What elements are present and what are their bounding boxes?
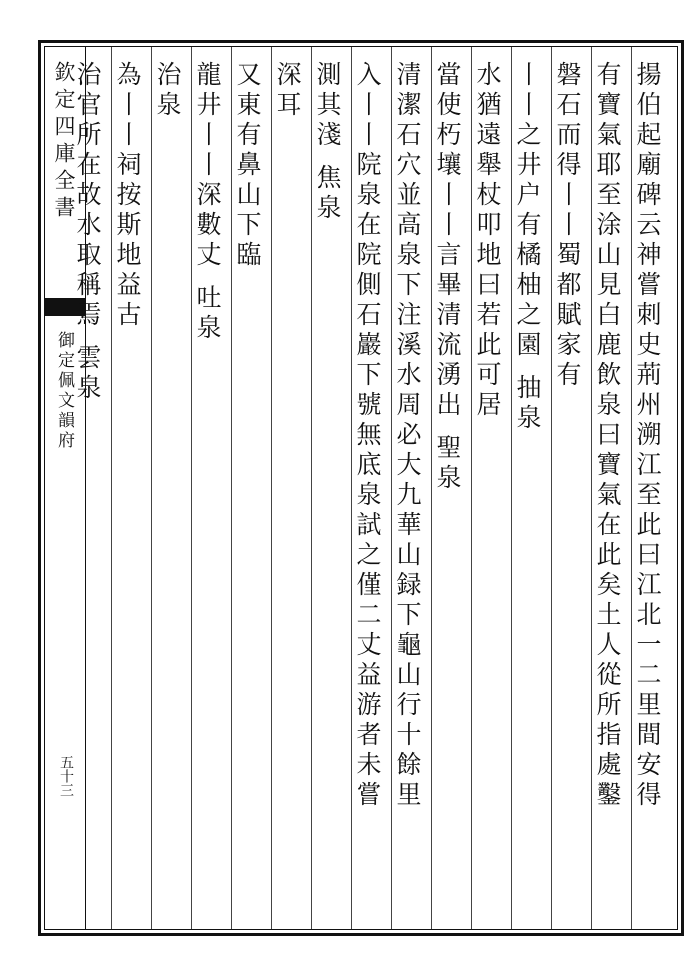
text-column: 當使朽壤丨丨言畢清流湧出 聖泉: [433, 61, 462, 494]
column-divider: [471, 47, 472, 929]
column-divider: [311, 47, 312, 929]
text-column: 磐石而得丨丨蜀都賦家有: [553, 61, 582, 391]
column-divider: [111, 47, 112, 929]
page-frame: [38, 40, 684, 936]
column-divider: [191, 47, 192, 929]
text-column: 清潔石穴並高泉下注溪水周必大九華山録下龜山行十餘里: [393, 61, 422, 811]
text-column: 又東有鼻山下臨: [233, 61, 262, 271]
text-column: 治泉: [153, 61, 182, 121]
margin-page-number: 五十三: [58, 755, 74, 797]
text-body: [73, 47, 677, 929]
text-column: 入丨丨院泉在院側石巖下號無底泉試之僅二丈益游者未嘗: [353, 61, 382, 811]
column-divider: [151, 47, 152, 929]
text-column: 水猶遠舉杖叩地曰若此可居: [473, 61, 502, 421]
column-divider: [351, 47, 352, 929]
column-divider: [271, 47, 272, 929]
text-column: 丨丨之井户有橘柚之園 抽泉: [513, 61, 542, 434]
column-divider: [391, 47, 392, 929]
text-column: 深耳: [273, 61, 302, 121]
column-divider: [631, 47, 632, 929]
text-column: 龍井丨丨深數丈 吐泉: [193, 61, 222, 344]
column-divider: [591, 47, 592, 929]
column-divider: [511, 47, 512, 929]
page-frame-inner: [44, 46, 678, 930]
text-column: 揚伯起廟碑云神嘗刺史荊州溯江至此曰江北一二里間安得: [633, 61, 662, 811]
margin-book-title: 御定佩文韻府: [54, 331, 74, 451]
column-divider: [551, 47, 552, 929]
text-column: 測其淺 焦泉: [313, 61, 342, 224]
text-column: 治官所在故水取稱焉 雲泉: [73, 61, 102, 404]
text-column: 為丨丨祠按斯地益古: [113, 61, 142, 331]
margin-collection-title: 欽定四庫全書: [52, 61, 76, 223]
column-divider: [231, 47, 232, 929]
column-divider: [431, 47, 432, 929]
text-column: 有寶氣耶至涂山見白鹿飲泉曰寶氣在此矣土人從所指處鑿: [593, 61, 622, 811]
